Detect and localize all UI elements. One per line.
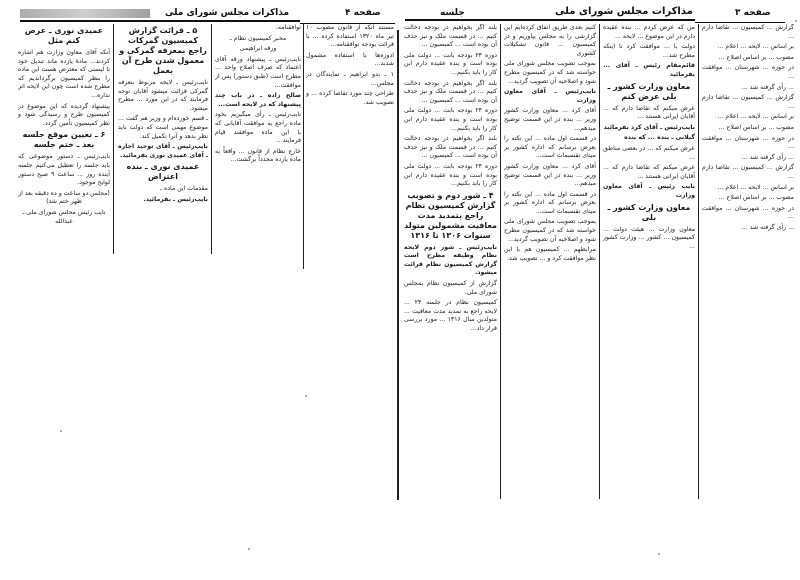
article-text: مرابطهم ... کمیسیون هم با این نظر موافقت کرد و ... تصویب شد. bbox=[504, 246, 596, 262]
left-column-2 bbox=[118, 24, 208, 264]
article-text: (مجلس دو ساعت و ده دقیقه بعد از ظهر ختم شد) bbox=[18, 189, 110, 206]
article-text: ادوزه‌ها با استفاده مشمول شدند... bbox=[306, 51, 394, 68]
speaker-line: قائم‌مقام رئیس ـ آقای ... بفرمائید bbox=[603, 62, 695, 78]
article-text: نایب‌رئیس ـ پیشنهاد ورقه آقای اعتماد که صرف اصلاح واحد ... مطرح است (طبق دستور) پس از موافقت... bbox=[215, 55, 301, 89]
speaker-line: نایب‌رئیس ـ شور دوم لایحه نظام وظیفه مطرح است گزارش کمیسیون نظام قرائت میشود. bbox=[404, 243, 497, 277]
right-section-label: جلسه bbox=[440, 8, 465, 18]
article-text: گزارش از کمیسیون نظام بمجلس شورای ملی. bbox=[404, 280, 497, 296]
article-text: مصوب ... بر اساس اصلاح ... bbox=[718, 194, 794, 202]
left-masthead-title: مذاکرات مجلس شورای ملی bbox=[165, 8, 290, 18]
right-page-number: صفحه ۳ bbox=[735, 8, 771, 18]
article-text: بر اساس ... لایحه ... اعلام ... bbox=[717, 43, 794, 51]
masthead-rule bbox=[20, 20, 300, 22]
right-masthead-title: مذاکرات مجلس شورای ملی bbox=[555, 6, 693, 17]
article-text: گزارش ... کمیسیون ... تقاضا دارم ... bbox=[702, 164, 794, 180]
article-text: در قسمت اول ماده ... این نکته را بعرض برسانم که اداره کشور بر مبنای تقسیمات است... bbox=[504, 135, 596, 160]
column-divider bbox=[211, 24, 212, 254]
speaker-line: نایب رئیس ـ آقای معاون وزارت bbox=[603, 183, 695, 199]
article-text: دولت با ... موافقت کرد تا اینکه مطرح شد... bbox=[603, 43, 695, 59]
article-text: مصوب ... بر اساس اصلاح ... bbox=[718, 53, 794, 61]
article-text: گزارش ... کمیسیون ... تقاضا دارم ... bbox=[702, 24, 794, 40]
left-column-4 bbox=[306, 24, 394, 244]
speaker-line: نایب‌رئیس ـ آقای معاون وزارت bbox=[504, 88, 596, 104]
article-text: بر اساس ... لایحه ... اعلام ... bbox=[717, 183, 794, 191]
masthead-rule bbox=[695, 22, 785, 23]
article-text: بموجب تصویب مجلس شورای ملی خواسته شد که در کمیسیون مطرح شود و اصلاحیه آن تصویب گردید... bbox=[504, 218, 596, 243]
article-text: در حوزه ... شهرستان ... موافقت ... bbox=[702, 134, 794, 151]
article-text: آقای کرد ... معاون وزارت کشور وزیر ... بنده در این قسمت توضیح میدهم... bbox=[504, 162, 596, 188]
article-text: ... رأی گرفته شد ... bbox=[741, 223, 794, 231]
article-text: مقدمات این ماده ـ bbox=[160, 185, 208, 193]
speaker-line: نایب‌رئیس ـ آقای توحید اجازه ـ آقای عمیدی نوری بفرمائید. bbox=[118, 143, 208, 159]
article-text: خارج نظام از قانون ... واقعاً به ماده یازده مجدداً برگشت... bbox=[215, 147, 301, 164]
column-divider bbox=[303, 24, 304, 269]
article-text: در حوزه ... شهرستان ... موافقت ... bbox=[702, 64, 794, 80]
right-column-3 bbox=[603, 24, 695, 499]
scan-speck bbox=[248, 548, 250, 550]
signature: نایب رئیس مجلس شورای ملی ـ عبدالله bbox=[22, 208, 106, 225]
scan-speck bbox=[658, 553, 660, 555]
article-text: عرض میکنم که تقاضا دارم که ... آقایان ایرانی هستند ... bbox=[603, 104, 695, 121]
article-text: معاون وزارت ... هیئت دولت ... کمیسیون ... کشور ... وزارت کشور ... bbox=[603, 225, 695, 250]
article-text: آنکه آقای معاون وزارت هم اشاره کردند... مادهٔ یازده ماند تبدیل خود تا لیستی که معترض هست این ماده را بنظر کمیسیون برگرداندیم که مطرح شده است چون این لایحه اثر نداره... bbox=[18, 49, 110, 99]
column-divider bbox=[113, 24, 114, 254]
article-text: کنیم بعدی طریق اتفاق کرده‌ایم این گزارشی را به مجلس بیاوریم و در کمیسیون ... قانون تشکیلات کشوری bbox=[504, 24, 596, 57]
masthead-rule bbox=[405, 19, 695, 21]
scan-speck bbox=[305, 395, 307, 397]
article-text: نایب‌رئیس ـ رأی میگیریم بخود ماده راجع به موافقت آقایانی که با این ماده موافقند قیام فرمایند... bbox=[215, 111, 301, 145]
article-text: کمیسیون نظام در جلسه ۲۴ ... لایحه راجع به تمدید مدت معافیت ... متولدین سال ۱۳۱۶ ... مورد بررسی قرار داد... bbox=[404, 299, 497, 333]
article-heading: عمیدی نوری ـ عرض کنم مثل bbox=[24, 26, 104, 45]
article-text: مخبر کمیسیون نظام ـ bbox=[229, 34, 287, 42]
article-text: گزارش ... کمیسیون ... تقاضا دارم ... bbox=[702, 94, 794, 110]
section-heading: ۶ ـ تعیین موقع جلسه بعد ـ ختم جلسه bbox=[22, 130, 106, 150]
speaker-heading: معاون وزارت کشور ـ بلی عرض کنم bbox=[607, 81, 691, 101]
column-divider bbox=[599, 24, 600, 499]
article-text: بلند اگر بخواهیم در بودجه دخالت کنیم ... در قسمت ملک و نیز حذف آن بوده است ... کمیسیون ... bbox=[404, 79, 497, 104]
article-text: در قسمت اول ماده ... این نکته را بعرض برسانم که اداره کشور بر مبنای تقسیمات است... bbox=[504, 190, 596, 215]
article-text: من که عرض کردم ... بنده عقیده دارم در این موضوع ... لایحه ... bbox=[603, 24, 695, 40]
article-text: ... رأی گرفته شد ... bbox=[741, 153, 794, 161]
article-text: عرض میکنم که ... در بعضی مناطق ... bbox=[603, 144, 695, 161]
column-divider bbox=[500, 24, 501, 499]
speaker-line: نایب‌رئیس ـ بفرمائید. bbox=[143, 195, 208, 203]
article-text: مستند آنکه از قانون مصوب ۱۰ تیر ماه ۱۳۲۰ استفاده کرده ... با قرائت بودجه توافقنامه... bbox=[306, 24, 394, 49]
speaker-heading: عمیدی نوری ـ بنده اعتراض bbox=[126, 162, 200, 182]
article-text: ـ قسم خورده‌ام و وزیر هم گفت ... موضوع مهمی است که دولت باید نظر بدهد و آنرا تکمیل کند. bbox=[118, 115, 208, 140]
right-page bbox=[400, 0, 800, 580]
right-column-4 bbox=[702, 24, 794, 499]
article-text: بلند اگر بخواهیم در بودجه دخالت کنیم ... در قسمت ملک و نیز حذف آن بوده است ... کمیسیون ... bbox=[404, 24, 497, 49]
article-text: در حوزه ... شهرستان ... موافقت ... bbox=[702, 204, 794, 221]
right-column-1 bbox=[404, 24, 497, 499]
article-text: نایب‌رئیس ـ لایحه مربوط بتعرفه گمرکی قرائت میشود آقایان توجه فرمایند که در این مورد ... مطرح میشود. bbox=[118, 79, 208, 112]
left-page-number: صفحه ۴ bbox=[345, 8, 381, 18]
page-gutter-mark bbox=[398, 80, 399, 90]
speaker-line: گیلانی ـ بنده ... که بنده bbox=[624, 134, 695, 142]
scan-speck bbox=[60, 430, 62, 432]
article-text: توافقنامه. bbox=[275, 24, 301, 31]
speaker-heading: معاون وزارت کشور ـ بلی bbox=[607, 202, 691, 222]
article-text: آقای کرد ... معاون وزارت کشور وزیر ... بنده در این قسمت توضیح میدهم... bbox=[504, 107, 596, 132]
article-text: عرض میکنم که تقاضا دارم که ... آقایان ایرانی هستند ... bbox=[603, 164, 695, 180]
article-text: طراحی چند مورد تقاضا کرده ... و تصویب شد. bbox=[306, 90, 394, 106]
page-gutter bbox=[397, 30, 399, 500]
article-text: پیشنهاد گردیده که این موضوع در کمیسیون طرح و رسیدگی شود و نظر کمیسیون تأمین گردد. bbox=[18, 102, 110, 127]
article-text: نایب‌رئیس ـ دستور موضوعی که باید جلسه را تعطیل می‌کنیم جلسه آینده روز ... ساعت ۹ صبح دستور لوایح موجود. bbox=[18, 153, 110, 187]
article-text: بموجب تصویب مجلس شورای ملی خواسته شد که در کمیسیون مطرح شود و اصلاحیه آن تصویب گردید... bbox=[504, 60, 596, 85]
article-text: مصوب ... بر اساس اصلاح ... bbox=[718, 123, 794, 131]
section-heading: ۵ ـ قرائت گزارش کمیسیون گمرکات راجع بمعرفه گمرکی و معمول شدن طرح آن بعمل bbox=[119, 26, 207, 75]
article-text: ورقه ابراهیمی bbox=[239, 45, 277, 53]
speaker-line: صالح زاده ـ در باب چند پیشنهاد که در لایحه است... bbox=[215, 92, 301, 108]
article-text: دوره ۲۴ بودجه بابت ... دولت ملی بوده است و بنده عقیده دارم این کار را باید بکنیم... bbox=[404, 162, 497, 188]
article-text: ۱ ـ بدو ابراهیم ـ نمایندگان در مجلس... bbox=[306, 70, 394, 87]
right-column-2 bbox=[504, 24, 596, 499]
scan-speck bbox=[795, 20, 797, 22]
column-divider bbox=[698, 24, 699, 499]
article-text: بر اساس ... لایحه ... اعلام ... bbox=[717, 113, 794, 121]
article-text: دوره ۲۴ بودجه بابت ... دولت ملی بوده است و بنده عقیده دارم این کار را باید بکنیم... bbox=[404, 107, 497, 132]
article-text: دوره ۲۴ بودجه بابت ... دولت ملی بوده است و بنده عقیده دارم این کار را باید بکنیم... bbox=[404, 51, 497, 76]
left-column-1 bbox=[18, 24, 110, 264]
scan-artifact bbox=[20, 9, 150, 18]
section-heading: ۴ ـ شور دوم و تصویب گزارش کمیسیون نظام راجع بتمدید مدت معافیت مشمولین متولد سنوات ۱۳۰۶ تا ۱۳۱۶ bbox=[404, 190, 497, 240]
left-column-3 bbox=[215, 24, 301, 269]
article-text: ... رأی گرفته شد ... bbox=[741, 83, 794, 91]
speaker-line: نایب‌رئیس ـ آقای کرد بفرمائید bbox=[603, 123, 695, 131]
article-text: بلند اگر بخواهیم در بودجه دخالت کنیم ... در قسمت ملک و نیز حذف آن بوده است ... کمیسیون ... bbox=[404, 135, 497, 160]
